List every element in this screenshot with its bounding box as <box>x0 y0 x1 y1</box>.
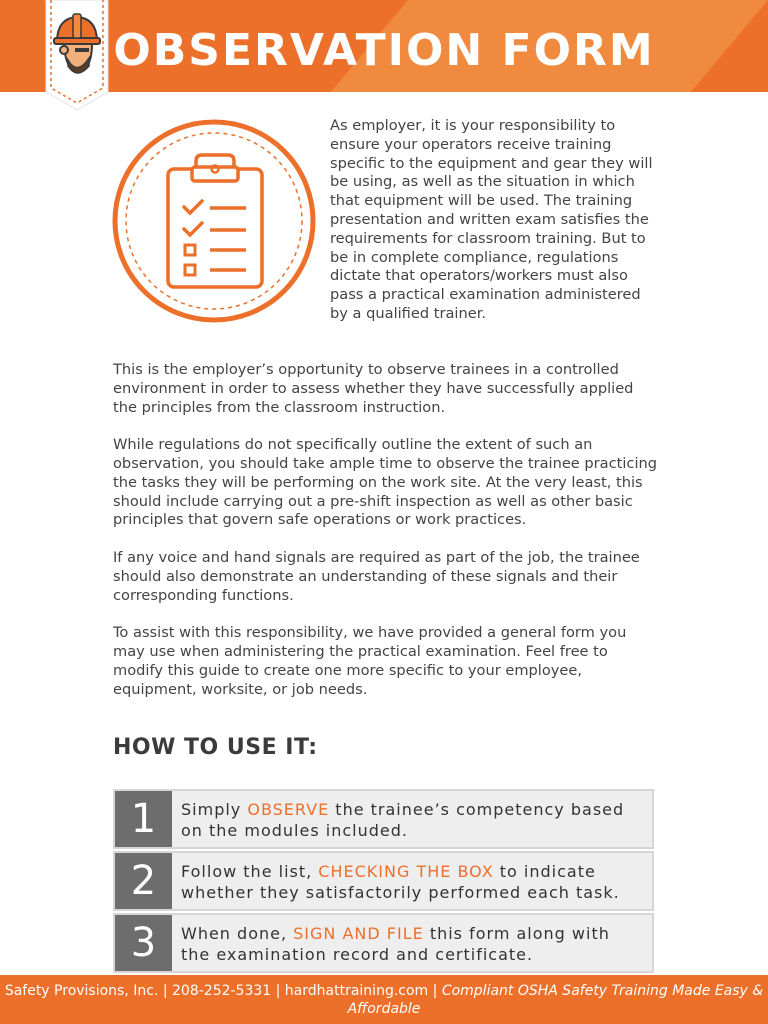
intro-paragraph: As employer, it is your responsibility to ensure your operators receive training specific to the equipment and gear they will be using, as well as the situation in which that equipment will be used. The training presentation and written exam satisfies the requirements for classroom training. But to be in complete compliance, regulations dictate that operators/workers must also pass a practical examination administered by a qualified trainer. <box>330 117 653 322</box>
step-row <box>113 789 654 849</box>
step-number: 2 <box>115 853 172 909</box>
step-text-before: When done, <box>181 924 294 943</box>
paragraph: While regulations do not specifically outline the extent of such an observation, you should take ample time to observe the trainee practicing the tasks they will be performing on the work site. At the very least, this should include carrying out a pre-shift inspection as well as other basic principles that govern safe operations or work practices. <box>113 436 658 529</box>
paragraph: This is the employer’s opportunity to observe trainees in a controlled environment in order to assess whether they have successfully applied the principles from the classroom instruction. <box>113 361 634 416</box>
clipboard-checklist-icon <box>112 117 317 327</box>
how-to-heading: HOW TO USE IT: <box>113 735 318 760</box>
hardhat-worker-icon <box>44 0 110 112</box>
step-number: 3 <box>115 915 172 971</box>
step-number: 1 <box>115 791 172 847</box>
step-highlight: CHECKING THE BOX <box>318 862 494 881</box>
body-paragraphs <box>113 361 658 718</box>
page-title: OBSERVATION FORM <box>113 25 655 76</box>
step-text <box>181 861 644 905</box>
step-text-after: to indicate whether they satisfactorily performed each task. <box>181 862 620 902</box>
step-highlight: SIGN AND FILE <box>293 924 424 943</box>
step-text-before: Follow the list, <box>181 862 319 881</box>
step-text-after: this form along with the examination record and certificate. <box>181 924 610 964</box>
header-banner <box>0 0 768 92</box>
step-highlight: OBSERVE <box>247 800 330 819</box>
step-text <box>181 923 644 967</box>
step-text <box>181 799 644 843</box>
step-row <box>113 913 654 973</box>
step-text-after: the trainee’s competency based on the modules included. <box>181 800 625 840</box>
steps-list <box>113 789 654 975</box>
footer-tagline: Compliant OSHA Safety Training Made Easy & Affordable <box>347 983 764 1017</box>
paragraph: To assist with this responsibility, we have provided a general form you may use when administering the practical examination. Feel free to modify this guide to create one more specific to your employee, equipment, worksite, or job needs. <box>113 624 627 698</box>
paragraph: If any voice and hand signals are required as part of the job, the trainee should also demonstrate an understanding of these signals and their corresponding functions. <box>113 548 640 604</box>
footer-bar <box>0 975 768 1024</box>
footer-contact: Safety Provisions, Inc. | 208-252-5331 | hardhattraining.com | <box>4 983 442 999</box>
step-text-before: Simply <box>181 800 248 819</box>
step-row <box>113 851 654 911</box>
